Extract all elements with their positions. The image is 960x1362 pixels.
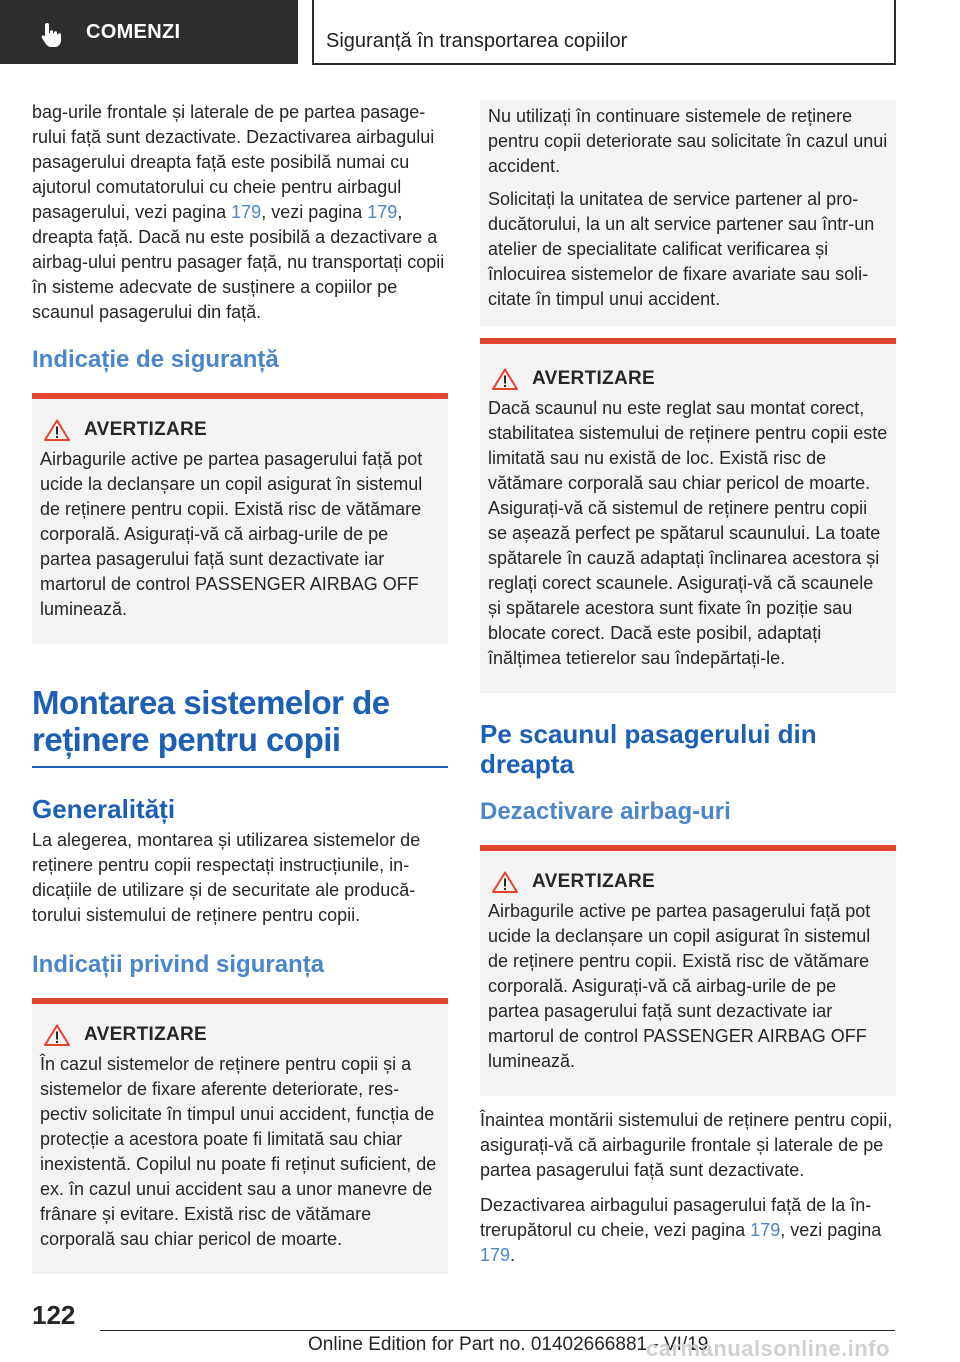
warning-triangle-icon	[44, 419, 70, 441]
section-heading: Indicație de siguranță	[32, 346, 279, 373]
subheading-passenger: Pe scaunul pasagerului din dreapta	[480, 719, 817, 779]
left-column	[32, 100, 448, 1274]
body-paragraph: Dezactivarea airbagului pasagerului față de la întrerupătorul cu cheie, vezi pagina 179, vezi pagina 179.	[480, 1195, 882, 1265]
warning-title: AVERTIZARE	[40, 1024, 440, 1046]
watermark: carmanualsonline.info	[646, 1336, 890, 1361]
pointing-hand-icon	[40, 22, 64, 48]
header-divider	[312, 0, 314, 64]
warning-box	[480, 845, 896, 1096]
section-tab	[0, 0, 298, 64]
page-footer	[0, 1296, 960, 1362]
warning-triangle-icon	[492, 368, 518, 390]
body-paragraph: Înaintea montării sistemului de reținere pentru copii, asigurați-vă că airbagurile frontale și laterale de pe partea pasagerului față sunt dezactivate.	[480, 1110, 893, 1180]
section-label: COMENZI	[86, 21, 181, 43]
warning-title: AVERTIZARE	[488, 368, 888, 390]
page-link[interactable]: 179	[480, 1245, 511, 1265]
edition-text: Online Edition for Part no. 01402666881 - VI/19	[308, 1334, 709, 1355]
warning-title: AVERTIZARE	[488, 871, 888, 893]
warning-title: AVERTIZARE	[40, 419, 440, 441]
warning-text: În cazul sistemelor de reținere pentru copii și a sistemelor de fixare aferente deteriorate, respectiv solicitate în timpul unui accident, funcția de protecție a acestora poate fi limitată sau chiar inexistentă. Copilul nu poate fi reținut suficient, de ex. în cazul unui accident sau a unor manevre de frânare și evitare. Există risc de vătămare corporală sau chiar pericol de moarte.	[40, 1054, 437, 1249]
warning-text: Airbagurile active pe partea pasagerului față pot ucide la declanșare un copil asigurat în sistemul de reținere pentru copii. Există risc de vătămare corporală. Asigurați-vă că airbag-urile de pe partea pasagerului față sunt dezactivate iar martorul de control PASSENGER AIRBAG OFF luminează.	[488, 901, 871, 1071]
warning-text: Dacă scaunul nu este reglat sau montat corect, stabilitatea sistemului de reținere pentru copii este limitată sau nu există de loc. Există risc de vătămare corporală sau chiar pericol de moarte. Asigurați-vă că sistemul de reținere pentru copii se așează perfect pe spătarul scaunului. La toate spătarele în cauză adaptați înclinarea acestora și reglați corect scaunele. Asigurați-vă că scaunele și spătarele acestora sunt fixate în poziție sau blocate corect. Dacă este posibil, adaptați înălțimea tetierelor sau îndepărtați-le.	[488, 398, 888, 668]
main-heading: Montarea sistemelor de reținere pentru copii	[32, 684, 390, 758]
right-column	[480, 100, 896, 1278]
header-divider-right	[894, 0, 896, 65]
page-header	[0, 0, 960, 66]
page-number: 122	[32, 1300, 76, 1330]
note-paragraph: Solicitați la unitatea de service partener al producătorului, la un alt service partener sau într-un atelier de specialitate calificat verificarea și înlocuirea sistemelor de fixare avariate sau solicitate în timpul unui accident.	[488, 189, 875, 309]
header-underline	[312, 63, 896, 65]
page-link[interactable]: 179	[231, 202, 262, 222]
page-link[interactable]: 179	[750, 1220, 781, 1240]
intro-paragraph: bag-urile frontale și laterale de pe partea pasagerului față sunt dezactivate. Dezactivarea airbagului pasagerului dreapta față este posibilă numai cu ajutorul comutatorului cu cheie pentru airbagul pasagerului, vezi pagina 179, vezi pagina 179, dreapta față. Dacă nu este posibilă a dezactivare a airbag-ului pentru pasager față, nu transportați copii în sisteme adecvate de susținere a copiilor pe scaunul pasagerului din față.	[32, 102, 445, 322]
warning-triangle-icon	[44, 1024, 70, 1046]
note-paragraph: Nu utilizați în continuare sistemele de reținere pentru copii deteriorate sau solicitate în cazul unui accident.	[488, 106, 888, 176]
warning-box	[480, 338, 896, 693]
warning-text: Airbagurile active pe partea pasagerului față pot ucide la declanșare un copil asigurat în sistemul de reținere pentru copii. Există risc de vătămare corporală. Asigurați-vă că airbag-urile de pe partea pasagerului față sunt dezactivate iar martorul de control PASSENGER AIRBAG OFF luminează.	[40, 449, 423, 619]
footer-rule	[100, 1330, 895, 1331]
warning-continuation-box	[480, 100, 896, 326]
section-heading: Dezactivare airbag-uri	[480, 798, 731, 825]
chapter-title: Siguranță în transportarea copiilor	[326, 30, 628, 52]
subheading-general: Generalități	[32, 794, 176, 824]
page-link[interactable]: 179	[367, 202, 398, 222]
warning-triangle-icon	[492, 871, 518, 893]
heading-rule	[32, 766, 448, 768]
warning-box	[32, 393, 448, 644]
warning-box	[32, 998, 448, 1274]
section-heading: Indicații privind siguranța	[32, 951, 325, 978]
general-paragraph: La alegerea, montarea și utilizarea sistemelor de reținere pentru copii respectați instrucțiunile, indicațiile de utilizare și de securitate ale producătorului sistemului de reținere pentru copii.	[32, 830, 421, 925]
